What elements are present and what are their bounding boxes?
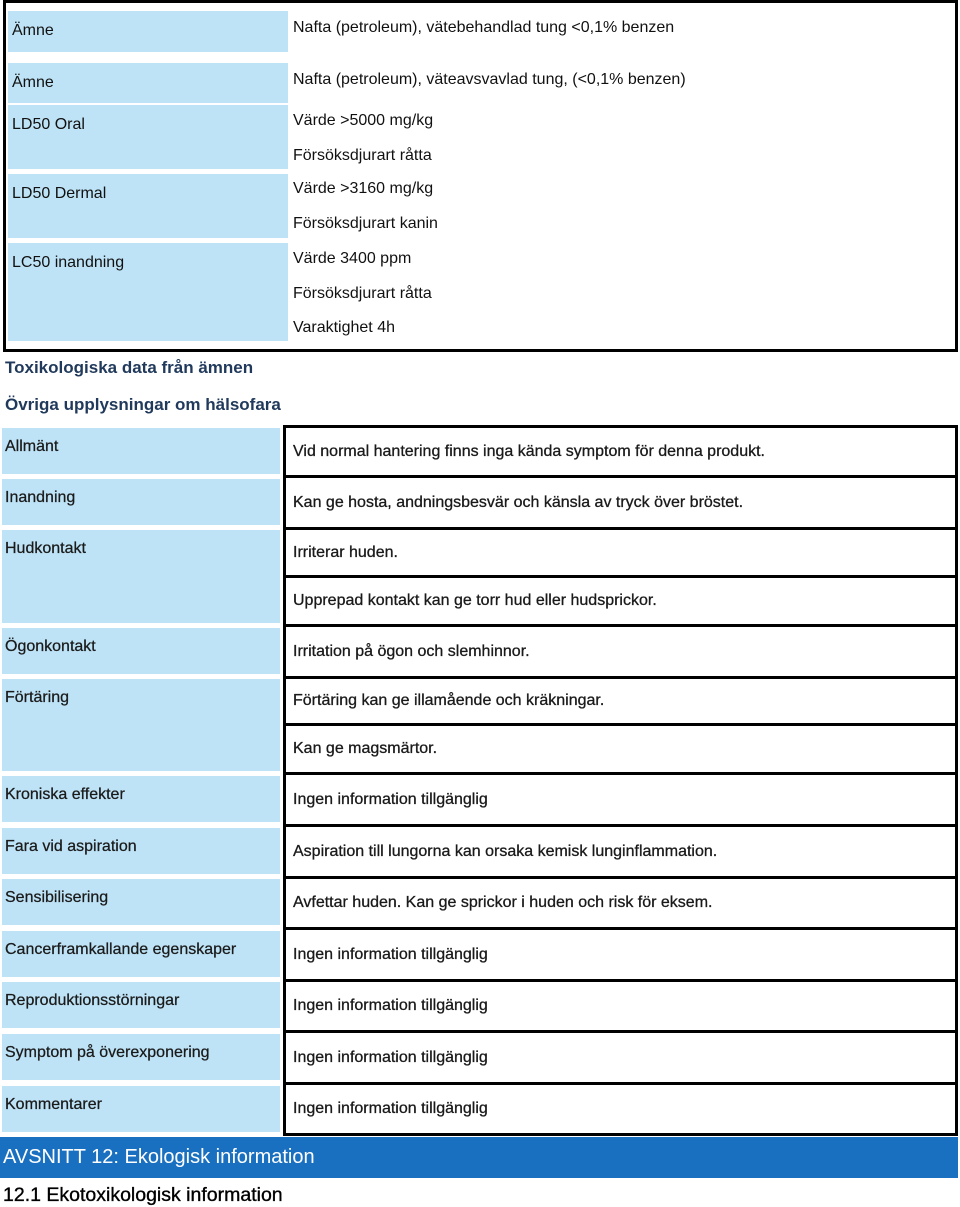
toxicological-data-heading: Toxikologiska data från ämnen [5,358,254,377]
skin-contact-value: Irriterar huden. [283,527,958,578]
ld50-oral-value: Värde >5000 mg/kg [290,104,950,138]
overexposure-symptoms-label: Symptom på överexponering [2,1034,280,1080]
chronic-effects-value: Ingen information tillgänglig [283,772,958,827]
section-banner: AVSNITT 12: Ekologisk information [0,1137,958,1178]
ingestion-value: Kan ge magsmärtor. [283,723,958,775]
eye-contact-label: Ögonkontakt [2,628,280,674]
substance-label: Ämne [8,11,288,52]
general-value: Vid normal hantering finns inga kända symptom för denna produkt. [283,425,958,478]
substance-value: Nafta (petroleum), väteavsvavlad tung, (<0,1% benzen) [290,63,950,97]
aspiration-hazard-label: Fara vid aspiration [2,828,280,874]
inhalation-value: Kan ge hosta, andningsbesvär och känsla av tryck över bröstet. [283,475,958,530]
ingestion-value: Förtäring kan ge illamående och kräkningar. [283,676,958,726]
lc50-inhalation-duration: Varaktighet 4h [290,311,950,345]
ld50-dermal-label: LD50 Dermal [8,174,288,238]
sensitisation-label: Sensibilisering [2,879,280,925]
ld50-oral-label: LD50 Oral [8,105,288,169]
eye-contact-value: Irritation på ögon och slemhinnor. [283,624,958,679]
ld50-dermal-species: Försöksdjurart kanin [290,207,950,241]
carcinogenicity-label: Cancerframkallande egenskaper [2,931,280,977]
ingestion-label: Förtäring [2,679,280,771]
other-health-hazards-heading: Övriga upplysningar om hälsofara [5,395,281,414]
reproductive-toxicity-label: Reproduktionsstörningar [2,982,280,1028]
skin-contact-label: Hudkontakt [2,530,280,623]
subsection-title: 12.1 Ekotoxikologisk information [3,1184,283,1206]
lc50-inhalation-label: LC50 inandning [8,243,288,341]
ld50-dermal-value: Värde >3160 mg/kg [290,172,950,206]
aspiration-hazard-value: Aspiration till lungorna kan orsaka kemisk lunginflammation. [283,824,958,879]
inhalation-label: Inandning [2,479,280,525]
comments-label: Kommentarer [2,1086,280,1132]
substance-label: Ämne [8,63,288,103]
carcinogenicity-value: Ingen information tillgänglig [283,927,958,982]
toxicity-table [3,0,958,352]
general-label: Allmänt [2,428,280,474]
lc50-inhalation-value: Värde 3400 ppm [290,242,950,276]
ld50-oral-species: Försöksdjurart råtta [290,139,950,173]
lc50-inhalation-species: Försöksdjurart råtta [290,277,950,311]
chronic-effects-label: Kroniska effekter [2,776,280,822]
substance-value: Nafta (petroleum), vätebehandlad tung <0,1% benzen [290,11,950,45]
sensitisation-value: Avfettar huden. Kan ge sprickor i huden och risk för eksem. [283,876,958,930]
overexposure-symptoms-value: Ingen information tillgänglig [283,1030,958,1085]
comments-value: Ingen information tillgänglig [283,1082,958,1136]
health-hazards-table [0,425,958,1137]
reproductive-toxicity-value: Ingen information tillgänglig [283,979,958,1033]
skin-contact-value: Upprepad kontakt kan ge torr hud eller hudsprickor. [283,575,958,627]
